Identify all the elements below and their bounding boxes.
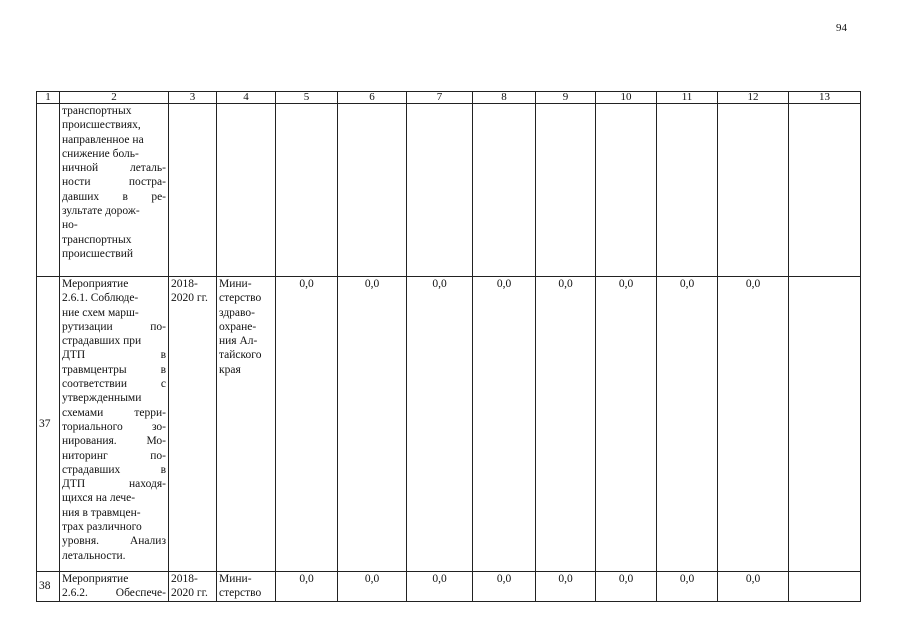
text-word: ничной (62, 162, 99, 175)
text-line: ния Ал- (219, 335, 258, 348)
text-word: ториального (62, 420, 123, 433)
text-line: 2018- (171, 278, 198, 290)
value-cell: 0,0 (407, 572, 473, 602)
column-header-9: 9 (536, 92, 596, 104)
activity-description-cell (60, 104, 169, 277)
value-cell: 0,0 (276, 277, 338, 572)
value-cell: 0,0 (338, 277, 407, 572)
text-word: ниторинг (62, 449, 108, 462)
activity-description-cell (60, 277, 169, 572)
text-line: ние схем марш- (62, 306, 139, 319)
text-line (62, 434, 166, 448)
value-cell (789, 104, 861, 277)
text-line (62, 477, 166, 491)
text-word: Обеспече- (115, 587, 166, 600)
table-row (37, 572, 861, 602)
text-line: транспортных (62, 233, 132, 246)
text-line: стерство (219, 292, 262, 305)
text-line: тайского (219, 349, 262, 362)
executor-cell (217, 104, 276, 277)
activity-description-cell (60, 572, 169, 602)
value-cell (718, 104, 789, 277)
value-cell: 0,0 (596, 277, 657, 572)
column-header-13: 13 (789, 92, 861, 104)
text-line (62, 534, 166, 548)
program-table (36, 91, 861, 602)
text-line: происшествиях, (62, 119, 141, 132)
value-cell: 0,0 (657, 277, 718, 572)
executor-cell (217, 277, 276, 572)
text-line: 2020 гг. (171, 587, 208, 600)
column-header-6: 6 (338, 92, 407, 104)
text-word: в (160, 349, 166, 362)
table-row (37, 277, 861, 572)
text-word: страдавших (62, 463, 121, 476)
value-cell (657, 104, 718, 277)
period-cell (169, 572, 217, 602)
value-cell (789, 572, 861, 602)
value-cell (407, 104, 473, 277)
value-cell: 0,0 (338, 572, 407, 602)
text-word: по- (150, 449, 166, 462)
text-line: 2020 гг. (171, 292, 208, 305)
text-line (62, 175, 166, 189)
text-line (62, 190, 166, 204)
text-word: уровня. (62, 535, 99, 548)
text-word: в (160, 463, 166, 476)
text-line: Мини- (219, 278, 252, 290)
value-cell: 0,0 (473, 572, 536, 602)
text-line: Мероприятие (62, 573, 129, 585)
value-cell (789, 277, 861, 572)
text-line: транспортных (62, 105, 132, 117)
column-header-8: 8 (473, 92, 536, 104)
header-row (37, 92, 861, 104)
value-cell (276, 104, 338, 277)
text-line: зультате дорож- (62, 205, 140, 218)
text-line: стерство (219, 587, 262, 600)
text-line: направленное на (62, 133, 144, 146)
text-line (62, 406, 166, 420)
column-header-1: 1 (37, 92, 60, 104)
row-number-cell: 37 (37, 277, 60, 572)
text-line: снижение боль- (62, 147, 139, 160)
text-word: с (160, 378, 166, 391)
text-line: происшествий (62, 247, 134, 260)
text-line (62, 586, 166, 600)
table-row (37, 104, 861, 277)
text-line (62, 320, 166, 334)
text-word: нирования. (62, 435, 117, 448)
column-header-4: 4 (217, 92, 276, 104)
text-line (62, 449, 166, 463)
row-number-cell: 38 (37, 572, 60, 602)
text-line: 2018- (171, 573, 198, 585)
row-number-cell (37, 104, 60, 277)
column-header-5: 5 (276, 92, 338, 104)
text-line: страдавших при (62, 335, 142, 348)
value-cell: 0,0 (536, 277, 596, 572)
text-line: летальности. (62, 549, 126, 562)
period-cell (169, 277, 217, 572)
text-line (62, 161, 166, 175)
text-word: постра- (128, 176, 166, 189)
column-header-2: 2 (60, 92, 169, 104)
text-word: давших (62, 190, 100, 203)
text-word: схемами (62, 406, 104, 419)
text-word: зо- (151, 420, 166, 433)
column-header-12: 12 (718, 92, 789, 104)
text-line: Мероприятие (62, 278, 129, 290)
text-word: Мо- (146, 435, 166, 448)
text-line: охране- (219, 320, 257, 333)
text-line: трах различного (62, 521, 142, 534)
value-cell: 0,0 (718, 277, 789, 572)
text-word: ре- (151, 190, 166, 203)
column-header-10: 10 (596, 92, 657, 104)
executor-cell (217, 572, 276, 602)
value-cell: 0,0 (596, 572, 657, 602)
text-word: ДТП (62, 478, 86, 491)
text-word: находя- (129, 478, 166, 491)
text-line: Мини- (219, 573, 252, 585)
text-line (62, 363, 166, 377)
text-line (62, 420, 166, 434)
page-number: 94 (836, 22, 847, 34)
value-cell: 0,0 (718, 572, 789, 602)
text-line: здраво- (219, 306, 255, 319)
text-word: соответствии (62, 378, 127, 391)
text-word: в (122, 190, 128, 203)
period-cell (169, 104, 217, 277)
column-header-3: 3 (169, 92, 217, 104)
text-word: рутизации (62, 320, 113, 333)
value-cell: 0,0 (657, 572, 718, 602)
column-header-7: 7 (407, 92, 473, 104)
text-line: 2.6.1. Соблюде- (62, 292, 139, 305)
text-word: в (160, 363, 166, 376)
text-word: Анализ (129, 535, 166, 548)
text-line: утвержденными (62, 392, 142, 405)
value-cell (338, 104, 407, 277)
text-line (62, 348, 166, 362)
value-cell (473, 104, 536, 277)
text-word: травмцентры (62, 363, 127, 376)
column-header-11: 11 (657, 92, 718, 104)
value-cell: 0,0 (473, 277, 536, 572)
text-line: края (219, 363, 241, 376)
text-line: ния в травмцен- (62, 506, 141, 519)
text-line: щихся на лече- (62, 492, 136, 505)
text-word: по- (150, 320, 166, 333)
text-line (62, 463, 166, 477)
text-word: ности (62, 176, 91, 189)
text-word: леталь- (129, 162, 166, 175)
text-line (62, 377, 166, 391)
text-word: ДТП (62, 349, 86, 362)
value-cell (596, 104, 657, 277)
value-cell: 0,0 (276, 572, 338, 602)
value-cell: 0,0 (407, 277, 473, 572)
text-line: но- (62, 219, 78, 232)
value-cell: 0,0 (536, 572, 596, 602)
value-cell (536, 104, 596, 277)
text-word: терри- (134, 406, 166, 419)
text-word: 2.6.2. (62, 587, 88, 600)
